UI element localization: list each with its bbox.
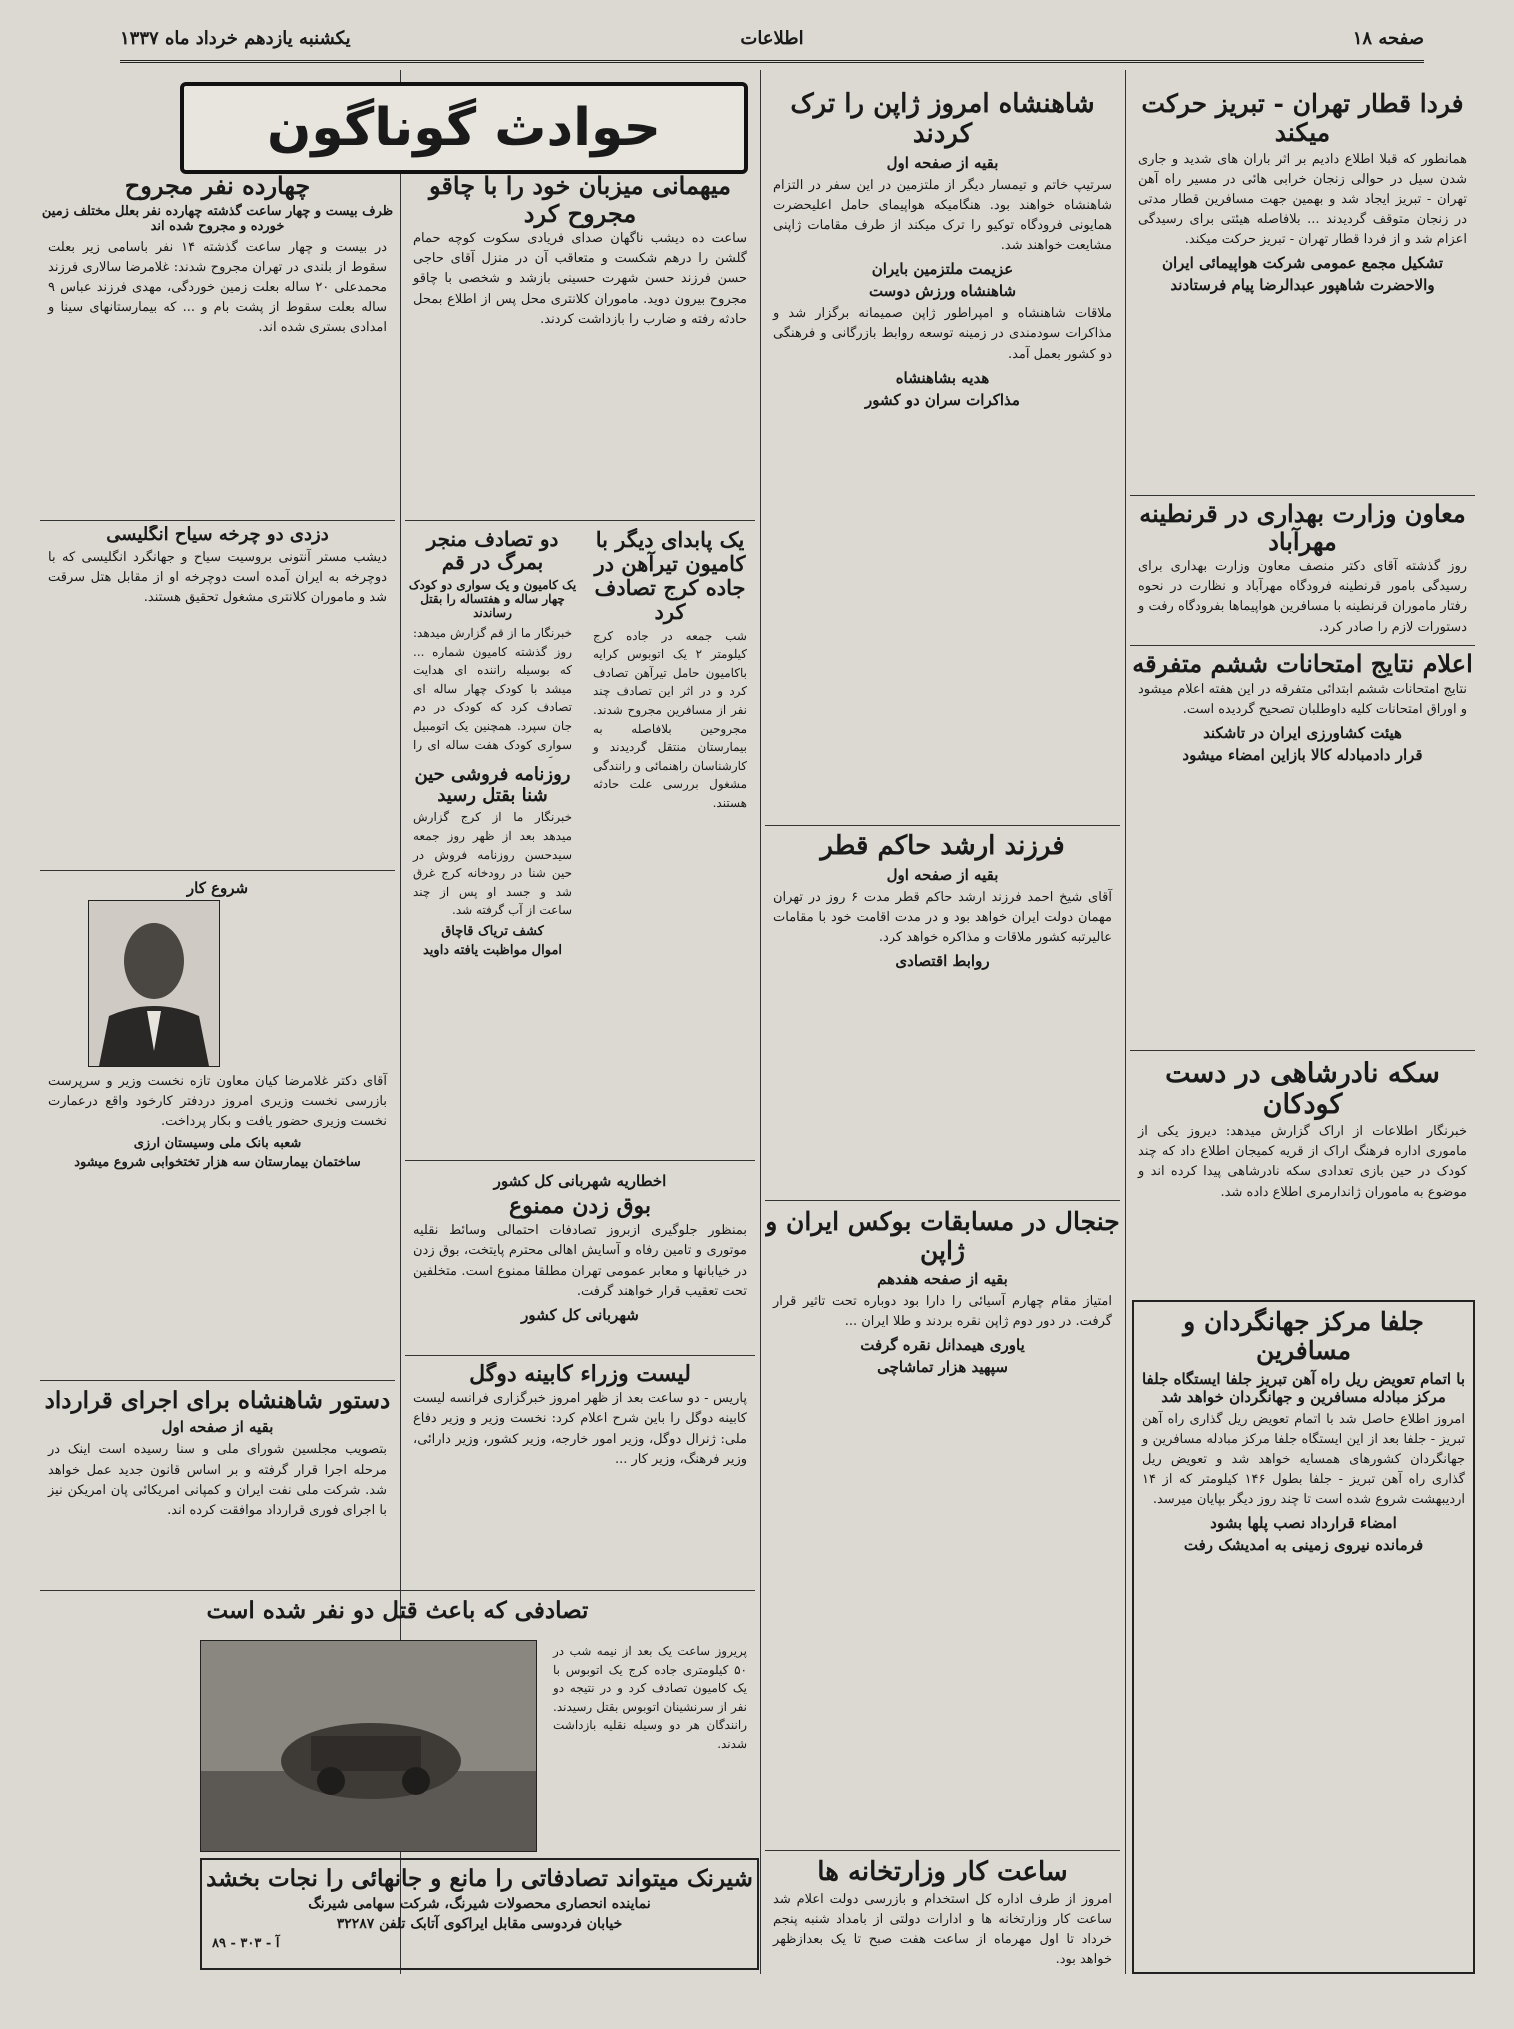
article-body: بمنظور جلوگیری ازبروز تصادفات احتمالی وسائط نقلیه موتوری و تامین رفاه و آسایش اهالی محترم پایتخت، بوق زدن در خیابانها و معابر عمومی تهران مطلقا ممنوع است. متخلفین تحت تعقیب قرار خواهند گرفت. bbox=[413, 1223, 747, 1299]
article-accident-body bbox=[545, 1640, 755, 1850]
portrait-photo bbox=[88, 900, 220, 1067]
article-qom bbox=[405, 528, 580, 758]
article-divider bbox=[405, 1355, 755, 1356]
article-divider bbox=[1130, 645, 1475, 646]
article-body: دیشب مستر آنتونی بروسیت سیاح و جهانگرد انگلیسی که با دوچرخه به ایران آمده است دوچرخه او از مقابل هتل سرقت شد و ماموران کلانتری مشغول تحقیق هستند. bbox=[48, 549, 387, 605]
article-divider bbox=[1130, 495, 1475, 496]
article-headline: تصادفی که باعث قتل دو نفر شده است bbox=[206, 1598, 589, 1624]
article-divider bbox=[40, 1590, 755, 1591]
article-subhead: سپهید هزار تماشاچی bbox=[877, 1357, 1008, 1376]
article-body: خبرنگار اطلاعات از اراک گزارش میدهد: دیروز یکی از ماموری اداره فرهنگ اراک از قریه کمیجان اطلاع داد که چند کودک در حین بازی تعدادی سکه نادرشاهی پیدا کرده اند و موضوع به ماموران ژاندارمری اطلاع داده شد. bbox=[1138, 1124, 1467, 1200]
article-subhead: یاوری هیمدانل نقره گرفت bbox=[860, 1335, 1025, 1354]
article-headline: اعلام نتایج امتحانات ششم متفرقه bbox=[1132, 650, 1473, 678]
article-qatar bbox=[765, 832, 1120, 1197]
paper-name: اطلاعات bbox=[740, 28, 804, 49]
ad-headline: شیرنک میتواند تصادفاتی را مانع و جانهائی را نجات بخشد bbox=[206, 1865, 753, 1892]
article-headline: جلفا مرکز جهانگردان و مسافرین bbox=[1183, 1307, 1424, 1365]
article-headline: روزنامه فروشی حین شنا بقتل رسید bbox=[414, 765, 571, 806]
article-body: سرتیپ خاتم و تیمسار دیگر از ملتزمین در این سفر در التزام شاهنشاه خواهند بود. هنگامیکه هواپیمای حامل اعلیحضرت همایونی فرودگاه توکیو را ترک میکند از طرف مقامات ژاپنی مشایعت خواهند شد. bbox=[773, 177, 1112, 254]
notice-signature: شهربانی کل کشور bbox=[521, 1305, 639, 1324]
article-headline: شروع کار bbox=[186, 879, 249, 897]
article-headline: دو تصادف منجر بمرگ در قم bbox=[426, 528, 559, 574]
article-continued: بقیه از صفحه اول bbox=[886, 153, 999, 172]
article-subhead: هدیه بشاهنشاه bbox=[895, 368, 990, 387]
article-subhead: ظرف بیست و چهار ساعت گذشته چهارده نفر بعلل مختلف زمین خورده و مجروح شده اند bbox=[41, 203, 394, 234]
article-headline: جنجال در مسابقات بوکس ایران و ژاپن bbox=[765, 1208, 1120, 1265]
article-divider bbox=[40, 1380, 395, 1381]
article-body: پریروز ساعت یک بعد از نیمه شب در ۵۰ کیلومتری جاده کرج یک اتوبوس با یک کامیون تصادف کرد و در نتیجه دو نفر از سرنشینان اتوبوس بقتل رسیدند. رانندگان هر دو وسیله نقلیه بازداشت شدند. bbox=[553, 1644, 747, 1751]
article-divider bbox=[765, 825, 1120, 826]
article-horn-ban bbox=[405, 1168, 755, 1348]
article-headline: دزدی دو چرخه سیاح انگلیسی bbox=[106, 525, 329, 545]
article-divider bbox=[405, 520, 755, 521]
article-headline: فردا قطار تهران - تبریز حرکت میکند bbox=[1141, 90, 1464, 147]
article-divider bbox=[40, 870, 395, 871]
ad-address: خیابان فردوسی مقابل ایراکوی آتابک تلفن ۳۲۲۸۷ bbox=[336, 1916, 623, 1933]
article-divider bbox=[40, 520, 395, 521]
accident-photo bbox=[200, 1640, 537, 1852]
article-subhead: یک کامیون و یک سواری دو کودک چهار ساله و هفتساله را بقتل رساندند bbox=[408, 578, 577, 620]
article-body: امروز اطلاع حاصل شد با اتمام تعویض ریل گذاری راه آهن تبریز - جلفا بعد از این ایستگاه جلفا مرکز مبادله مسافرین و جهانگردان کشورهای همسایه خواهد شد و تعویض ریل گذاری راه آهن تبریز - جلفا بطول ۱۴۶ کیلومتر که از ۱۴ اردیبهشت شروع شده است تا چند روز دیگر بپایان میرسد. bbox=[1142, 1411, 1465, 1508]
portrait-image bbox=[89, 901, 219, 1066]
date-line: یکشنبه یازدهم خرداد ماه ۱۳۳۷ bbox=[120, 28, 351, 49]
article-train bbox=[1130, 90, 1475, 390]
article-headline: یک پابدای دیگر با کامیون تیرآهن در جاده کرج تصادف کرد bbox=[594, 528, 746, 625]
article-continued: بقیه از صفحه اول bbox=[161, 1418, 274, 1437]
article-subhead: والاحضرت شاهپور عبدالرضا پیام فرستادند bbox=[1170, 276, 1435, 295]
article-headline: میهمانی میزبان خود را با چاقو مجروح کرد bbox=[429, 172, 731, 228]
article-fourteen-injured bbox=[40, 172, 395, 512]
article-start-work bbox=[40, 1070, 395, 1180]
article-body: ملاقات شاهنشاه و امپراطور ژاپن صمیمانه برگزار شد و مذاکرات سودمندی در زمینه توسعه روابط بازرگانی و فرهنگی دو کشور بعمل آمد. bbox=[773, 306, 1112, 362]
article-headline: لیست وزراء کابینه دوگل bbox=[469, 1362, 691, 1387]
accident-photo-image bbox=[201, 1641, 536, 1851]
article-coins bbox=[1130, 1058, 1475, 1288]
article-subhead: کشف تریاک قاچاق bbox=[441, 923, 544, 939]
ad-code: آ - ۳۰۳ - ۸۹ bbox=[212, 1936, 280, 1952]
article-subhead: عزیمت ملتزمین بایران bbox=[871, 260, 1014, 279]
section-banner: حوادث گوناگون bbox=[180, 82, 748, 174]
article-headline: سکه نادرشاهی در دست کودکان bbox=[1165, 1058, 1440, 1121]
article-subhead: هیئت کشاورزی ایران در تاشکند bbox=[1203, 723, 1402, 742]
article-office-hours bbox=[765, 1858, 1120, 1968]
article-divider bbox=[765, 1850, 1120, 1851]
article-exams bbox=[1130, 650, 1475, 960]
article-subhead: روابط اقتصادی bbox=[895, 952, 990, 971]
article-boxing bbox=[765, 1208, 1120, 1838]
article-subhead: تشکیل مجمع عمومی شرکت هواپیمائی ایران bbox=[1161, 254, 1444, 273]
article-subhead: امضاء قرارداد نصب پلها بشود bbox=[1210, 1514, 1397, 1533]
article-bicycle-theft bbox=[40, 525, 395, 865]
photo-caption: آقای دکتر غلامرضا کیان معاون تازه نخست وزیر و سرپرست بازرسی نخست وزیری امروز دردفتر کارخود واقع درعمارت نخست وزیری حضور یافت و بکار پرداخت. bbox=[48, 1074, 387, 1130]
article-body: نتایج امتحانات ششم ابتدائی متفرقه در این هفته اعلام میشود و اوراق امتحانات کلیه داوطلبان تصحیح گردیده است. bbox=[1138, 681, 1467, 717]
article-body: همانطور که قبلا اطلاع دادیم بر اثر باران های شدید و جاری شدن سیل در حوالی زنجان خرابی هائی در مسیر راه آهن تهران - تبریز ایجاد شد و بهمین جهت مسافرین قطار مدتی در زنجان متوقف گردیدند ... بلافاصله هیئتی برای رسیدگی اعزام شد و از فردا قطار تهران - تبریز حرکت میکند. bbox=[1138, 151, 1467, 248]
article-body: خبرنگار ما از قم گزارش میدهد: روز گذشته کامیون شماره ... که بوسیله راننده ای هدایت میشد با کودک چهار ساله ای تصادف کرد که کودک در دم جان سپرد. همچنین یک اتومبیل سواری کودک هفت ساله ای را bbox=[413, 626, 572, 752]
ad-subline: نماینده انحصاری محصولات شیرنگ، شرکت سهامی شیرنگ bbox=[308, 1896, 651, 1913]
article-subhead: ساختمان بیمارستان سه هزار تختخوابی شروع میشود bbox=[74, 1155, 361, 1171]
article-degaulle bbox=[405, 1362, 755, 1582]
article-headline: ساعت کار وزارتخانه ها bbox=[817, 1858, 1068, 1887]
article-jolfa bbox=[1132, 1300, 1475, 1974]
article-newspaper-seller bbox=[405, 765, 580, 1150]
article-shah-order-cont bbox=[40, 1598, 195, 1898]
article-body: در بیست و چهار ساعت گذشته ۱۴ نفر باسامی زیر بعلت سقوط از بلندی در تهران مجروح شدند: غلامرضا سالاری فرزند محمدعلی ۲۰ ساله بعلت زمین خوردگی، مهدی فرزند عباس ۹ ساله بعلت سقوط از پشت بام و ... که بیمارستانهای سینا و امدادی بستری شده اند. bbox=[48, 239, 388, 336]
notice-title: اخطاریه شهربانی کل کشور bbox=[493, 1172, 667, 1190]
article-subhead: فرمانده نیروی زمینی به امدیشک رفت bbox=[1183, 1536, 1424, 1555]
article-subhead: شعبه بانک ملی وسیستان ارزی bbox=[133, 1136, 302, 1152]
article-divider bbox=[405, 1160, 755, 1161]
article-body: شب جمعه در جاده کرج کیلومتر ۲ یک اتوبوس کرایه باکامیون حامل تیرآهن تصادف کرد و در اثر این تصادف چند نفر از مسافرین مجروح شدند. مجروحین بلافاصله به بیمارستان منتقل گردیدند و کارشناسان راهنمائی و رانندگی مشغول بررسی علت حادثه هستند. bbox=[593, 628, 747, 810]
article-headline: فرزند ارشد حاکم قطر bbox=[820, 832, 1065, 861]
article-divider bbox=[765, 1200, 1120, 1201]
article-headline: دستور شاهنشاه برای اجرای قرارداد bbox=[44, 1388, 391, 1414]
page-number: صفحه ۱۸ bbox=[1352, 28, 1424, 49]
article-headline: معاون وزارت بهداری در قرنطینه مهرآباد bbox=[1139, 500, 1466, 556]
article-karaj-truck bbox=[585, 528, 755, 1148]
article-body: پاریس - دو ساعت بعد از ظهر امروز خبرگزاری فرانسه لیست کابینه دوگل را باین شرح اعلام کرد: نخست وزیر و وزیر دفاع ملی: ژنرال دوگل، وزیر امور خارجه، وزیر کشور، وزیر دارائی، وزیر فرهنگ، وزیر کار ... bbox=[413, 1391, 747, 1467]
article-body: آقای شیخ احمد فرزند ارشد حاکم قطر مدت ۶ روز در تهران مهمان دولت ایران خواهد بود و در مدت اقامت خود با مقامات عالیرتبه کشور ملاقات و مذاکره خواهد کرد. bbox=[773, 889, 1113, 946]
article-body: خبرنگار ما از کرج گزارش میدهد بعد از ظهر روز جمعه سیدحسن روزنامه فروش در حین شنا در رودخانه کرج غرق شد و جسد او پس از چند ساعت از آب گرفته شد. bbox=[413, 810, 572, 918]
article-headline: چهارده نفر مجروح bbox=[124, 172, 311, 200]
article-continued: بقیه از صفحه هفدهم bbox=[877, 1269, 1008, 1288]
article-divider bbox=[1130, 1050, 1475, 1051]
article-body: روز گذشته آقای دکتر منصف معاون وزارت بهداری برای رسیدگی بامور قرنطینه فرودگاه مهرآباد و نظارت در نحوه رفتار ماموران قرنطینه با مسافرین هواپیماها بفرودگاه رفت و دستورات لازم را صادر کرد. bbox=[1138, 559, 1467, 635]
column-rule bbox=[1125, 70, 1126, 1974]
article-continued: بقیه از صفحه اول bbox=[886, 865, 999, 884]
article-subhead: با اتمام تعویض ریل راه آهن تبریز جلفا ایستگاه جلفا مرکز مبادله مسافرین و جهانگردان خواهد شد bbox=[1141, 1369, 1466, 1406]
column-rule bbox=[760, 70, 761, 1974]
article-subhead: شاهنشاه ورزش دوست bbox=[868, 282, 1017, 301]
article-body: ساعت ده دیشب ناگهان صدای فریادی سکوت کوچه حمام گلشن را درهم شکست و متعاقب آن در منزل آقای حاجی حسن فرزند حسن شهرت حسینی بازشد و شخصی با چاقو مجروح بیرون دوید. ماموران کلانتری محل پس از اطلاع بمحل حادثه رفته و ضارب را بازداشت کردند. bbox=[413, 231, 747, 327]
article-headline: بوق زدن ممنوع bbox=[508, 1193, 652, 1219]
article-subhead: اموال مواظبت یافته داوید bbox=[422, 942, 563, 958]
article-body: امتیاز مقام چهارم آسیائی را دارا بود دوباره تحت تاثیر قرار گرفت. در دور دوم ژاپن نقره بردند و طلا ایران ... bbox=[773, 1293, 1112, 1329]
article-body: بتصویب مجلسین شورای ملی و سنا رسیده است اینک در مرحله اجرا قرار گرفته و بر اساس قانون جدید عمل خواهد شد. شرکت ملی نفت ایران و کمپانی امریکائی پان امریکن نیز با اجرای فوری قرارداد موافقت کرده اند. bbox=[48, 1442, 387, 1518]
article-body: امروز از طرف اداره کل استخدام و بازرسی دولت اعلام شد ساعت کار وزارتخانه ها و ادارات دولتی از بامداد شنبه پنجم خرداد تا اول مهرماه از ساعت هفت صبح تا یک بعدازظهر خواهد بود. bbox=[773, 1891, 1112, 1968]
article-subhead: مذاکرات سران دو کشور bbox=[865, 390, 1020, 409]
article-shah-order bbox=[40, 1388, 395, 1588]
ad-shirnak bbox=[200, 1858, 759, 1970]
page-header bbox=[120, 20, 1424, 63]
article-quarantine bbox=[1130, 500, 1475, 640]
article-shah-japan bbox=[765, 90, 1120, 815]
article-subhead: قرار دادمبادله کالا بازاین امضاء میشود bbox=[1182, 745, 1423, 764]
article-headline: شاهنشاه امروز ژاپن را ترک کردند bbox=[790, 90, 1095, 149]
article-host-stabbed bbox=[405, 172, 755, 512]
article-start-work-head bbox=[40, 875, 395, 900]
